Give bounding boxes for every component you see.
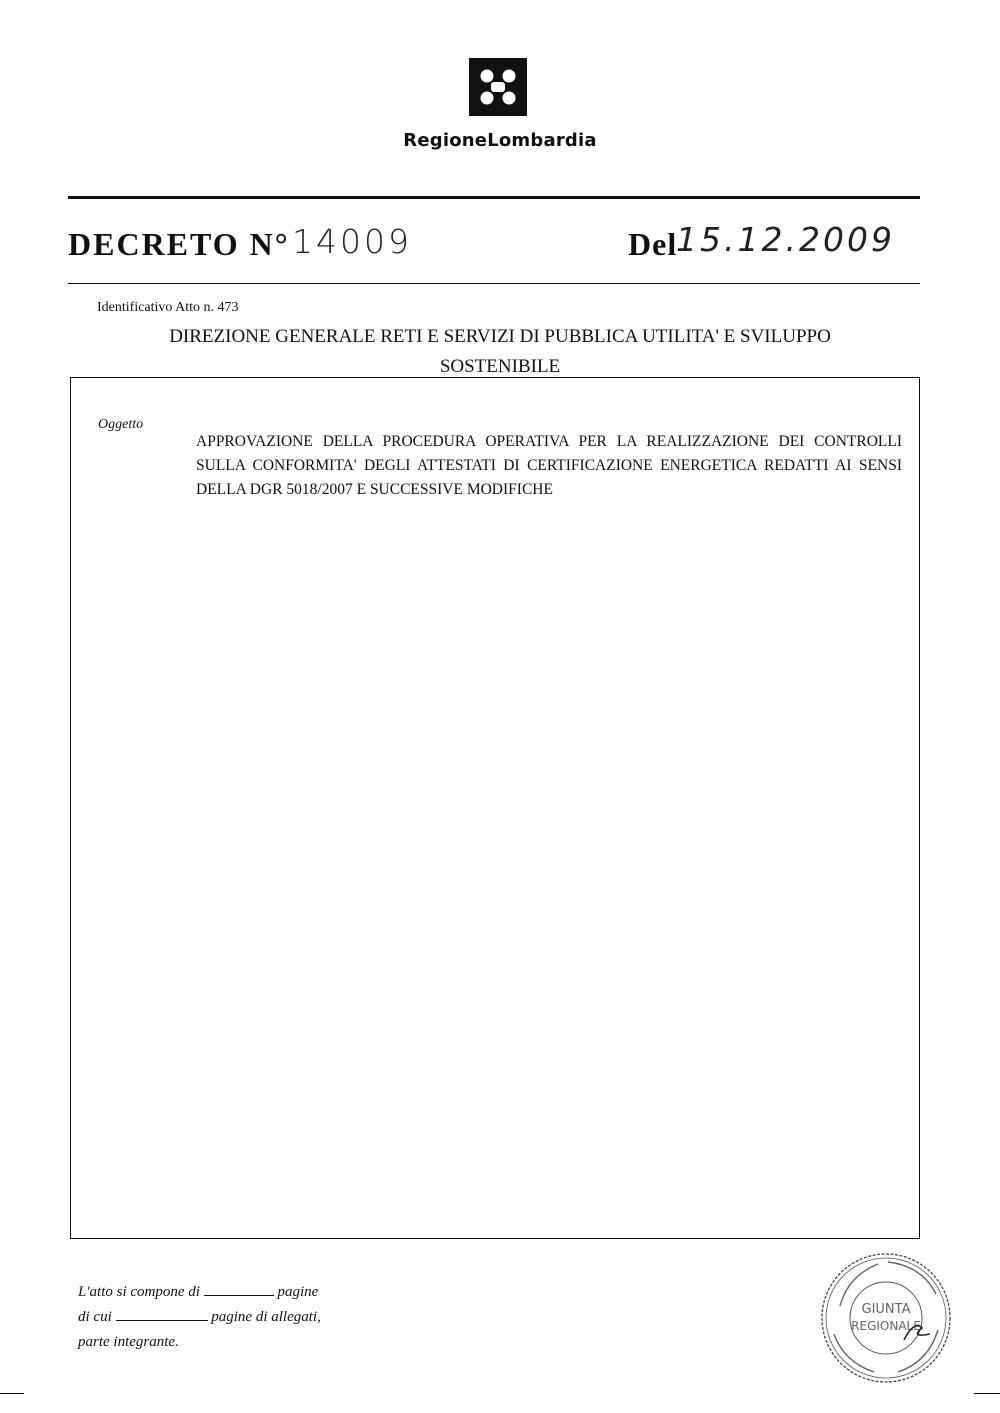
edge-mark-left [0, 1393, 24, 1394]
attachments-blank [116, 1308, 208, 1321]
footer-note [78, 1280, 321, 1355]
direzione-line1: DIREZIONE GENERALE RETI E SERVIZI DI PUBBLICA UTILITA' E SVILUPPO [169, 326, 831, 347]
footer-line1-suffix: pagine [277, 1284, 319, 1300]
official-stamp [818, 1250, 954, 1386]
rosa-camuna-icon [469, 58, 527, 116]
atto-identifier: Identificativo Atto n. 473 [97, 300, 239, 315]
decree-label: DECRETO N° [68, 226, 290, 262]
footer-line2 [78, 1305, 321, 1330]
del-label: Del [628, 226, 678, 262]
pages-blank [204, 1283, 274, 1296]
header-rule [68, 196, 920, 199]
oggetto-frame [70, 377, 920, 1239]
oggetto-label: Oggetto [98, 417, 144, 432]
region-logo [469, 58, 527, 116]
footer-line3: parte integrante. [78, 1334, 179, 1350]
footer-line2-text: di cui [78, 1309, 112, 1325]
stamp-line2: REGIONALE [851, 1319, 921, 1333]
decree-rule [68, 283, 920, 284]
edge-mark-right [974, 1393, 1000, 1394]
direzione-title [68, 322, 932, 382]
direzione-line2: SOSTENIBILE [439, 356, 561, 377]
decree-date: 15.12.2009 [676, 220, 895, 259]
footer-line1-text: L'atto si compone di [78, 1284, 200, 1300]
footer-line2-suffix: pagine di allegati, [211, 1309, 321, 1325]
oggetto-text: APPROVAZIONE DELLA PROCEDURA OPERATIVA PER LA REALIZZAZIONE DEI CONTROLLI SULLA CONFORMITA' DEGLI ATTESTATI DI CERTIFICAZIONE ENERGETICA REDATTI AI SENSI DELLA DGR 5018/2007 E SUCCESSIVE MODIFICHE [196, 433, 902, 498]
decree-number: 14009 [292, 222, 412, 261]
brand-name: RegioneLombardia [403, 130, 597, 151]
footer-line1 [78, 1280, 321, 1305]
stamp-line1: GIUNTA [861, 1302, 911, 1317]
